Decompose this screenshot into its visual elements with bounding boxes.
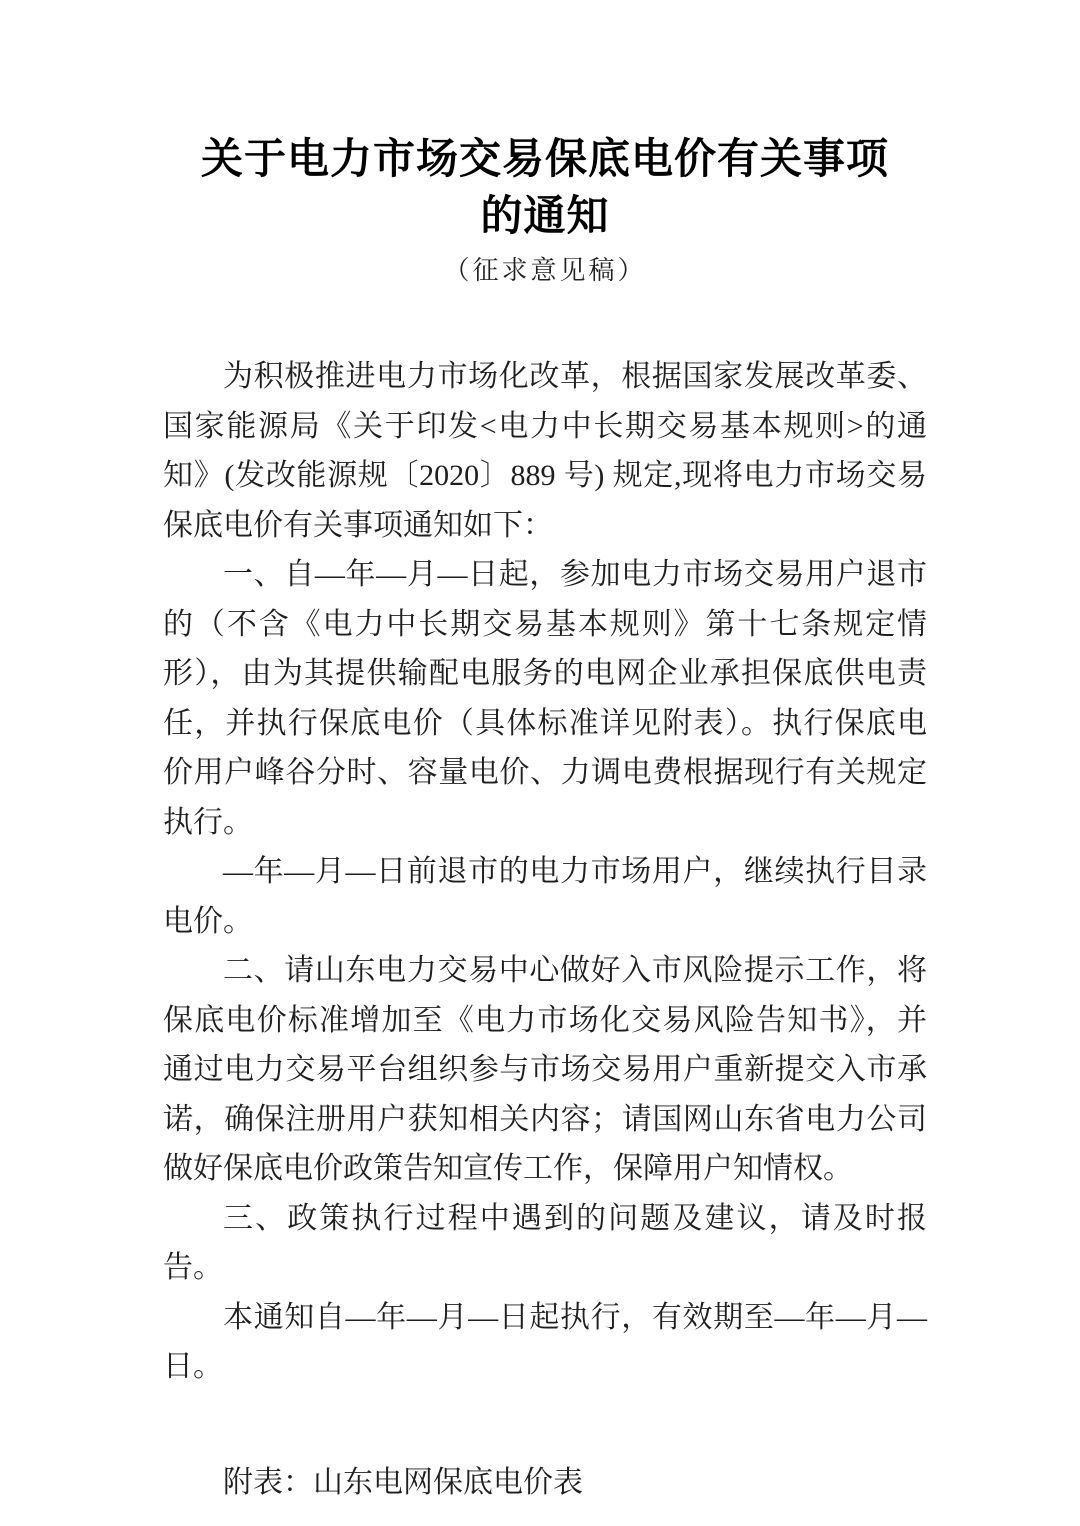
body-paragraph-effective-date: 本通知自—年—月—日起执行，有效期至—年—月—日。 [163,1300,927,1383]
body-paragraph-item-1-continued: —年—月—日前退市的电力市场用户，继续执行目录电价。 [163,855,927,938]
attachment-note: 附表：山东电网保底电价表 [223,1465,583,1499]
body-paragraph-intro: 为积极推进电力市场化改革，根据国家发展改革委、国家能源局《关于印发<电力中长期交易基本规则>的通知》(发改能源规〔2020〕889 号) 规定,现将电力市场交易保底电价有关事项通知如下： [163,360,927,542]
body-paragraph-item-1: 一、自—年—月—日起，参加电力市场交易用户退市的（不含《电力中长期交易基本规则》第十七条规定情形），由为其提供输配电服务的电网企业承担保底供电责任，并执行保底电价（具体标准详见附表）。执行保底电价用户峰谷分时、容量电价、力调电费根据现行有关规定执行。 [163,558,927,839]
document-title-line2: 的通知 [480,192,610,239]
document-title [163,130,927,244]
document-subtitle: （征求意见稿） [443,256,647,285]
body-paragraph-item-2: 二、请山东电力交易中心做好入市风险提示工作，将保底电价标准增加至《电力市场化交易风险告知书》，并通过电力交易平台组织参与市场交易用户重新提交入市承诺，确保注册用户获知相关内容；请国网山东省电力公司做好保底电价政策告知宣传工作，保障用户知情权。 [163,954,927,1185]
notice-document [163,0,927,1507]
document-title-line1: 关于电力市场交易保底电价有关事项 [200,135,889,182]
body-paragraph-item-3: 三、政策执行过程中遇到的问题及建议，请及时报告。 [163,1201,927,1284]
document-body [163,352,927,1507]
